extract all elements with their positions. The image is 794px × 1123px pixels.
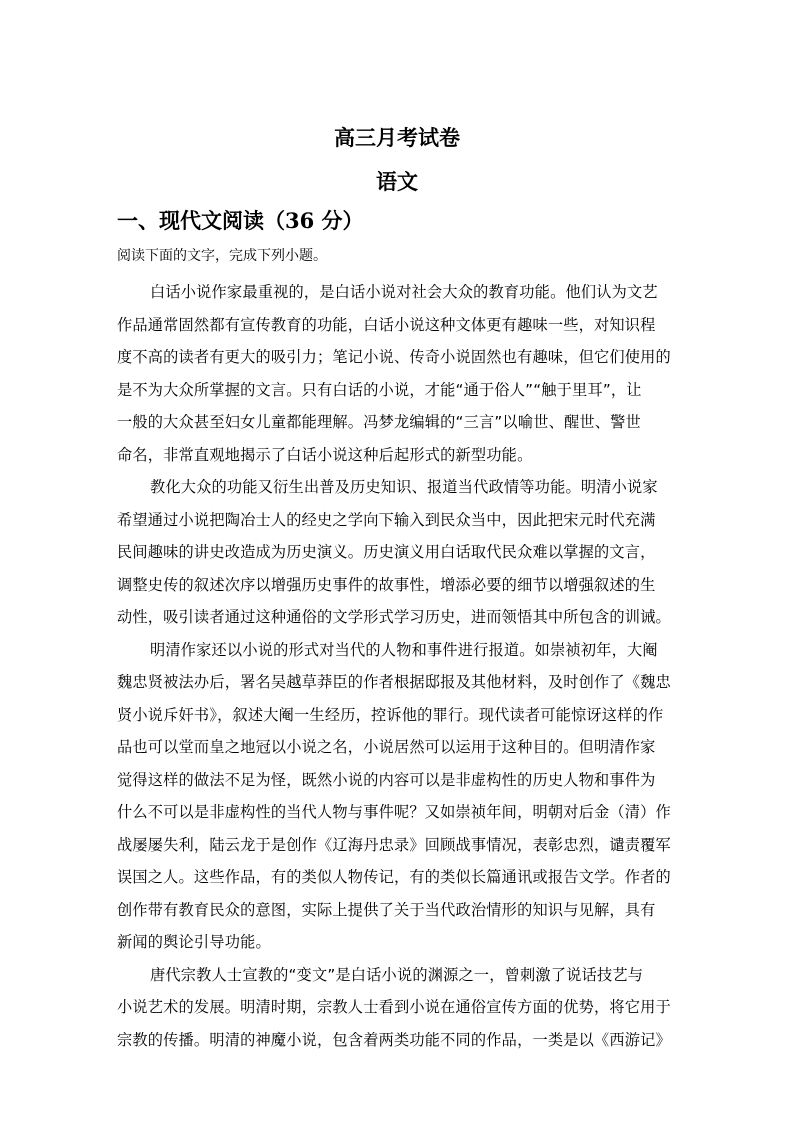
- passage-line: 作品通常固然都有宣传教育的功能，白话小说这种文体更有趣味一些，对知识程: [117, 315, 656, 334]
- reading-instruction: 阅读下面的文字，完成下列小题。: [117, 248, 327, 264]
- passage-line: 小说艺术的发展。明清时期，宗教人士看到小说在通俗宣传方面的优势，将它用于: [117, 998, 671, 1016]
- reading-passage: [117, 276, 682, 1056]
- passage-line: 创作带有教育民众的意图，实际上提供了关于当代政治情形的知识与见解，具有: [117, 900, 656, 919]
- passage-line: 教化大众的功能又衍生出普及历史知识、报道当代政情等功能。明清小说家: [150, 478, 658, 496]
- subject-title: 语文: [376, 169, 418, 194]
- passage-line: 误国之人。这些作品，有的类似人物传记，有的类似长篇通讯或报告文学。作者的: [117, 868, 671, 886]
- passage-line: 民间趣味的讲史改造成为历史演义。历史演义用白话取代民众难以掌握的文言，: [117, 543, 656, 561]
- section-heading: 一、现代文阅读（36 分）: [117, 208, 364, 233]
- passage-line: 希望通过小说把陶冶士人的经史之学向下输入到民众当中，因此把宋元时代充满: [117, 510, 656, 529]
- passage-line: 品也可以堂而皇之地冠以小说之名，小说居然可以运用于这种目的。但明清作家: [117, 738, 656, 756]
- passage-line: 贤小说斥奸书》，叙述大阉一生经历，控诉他的罪行。现代读者可能惊讶这样的作: [117, 705, 664, 724]
- passage-line: 度不高的读者有更大的吸引力；笔记小说、传奇小说固然也有趣味，但它们使用的: [117, 348, 671, 366]
- passage-line: 觉得这样的做法不足为怪，既然小说的内容可以是非虚构性的历史人物和事件为: [117, 770, 656, 789]
- passage-line: 白话小说作家最重视的，是白话小说对社会大众的教育功能。他们认为文艺: [150, 283, 658, 301]
- passage-line: 魏忠贤被法办后，署名吴越草莽臣的作者根据邸报及其他材料，及时创作了《魏忠: [117, 673, 671, 691]
- exam-title: 高三月考试卷: [334, 125, 460, 150]
- passage-line: 什么不可以是非虚构性的当代人物与事件呢？又如崇祯年间，明朝对后金（清）作: [117, 803, 671, 821]
- passage-line: 命名，非常直观地揭示了白话小说这种后起形式的新型功能。: [117, 445, 533, 464]
- passage-line: 调整史传的叙述次序以增强历史事件的故事性，增添必要的细节以增强叙述的生: [117, 575, 656, 594]
- passage-line: 一般的大众甚至妇女儿童都能理解。冯梦龙编辑的“三言”以喻世、醒世、警世: [117, 413, 641, 431]
- passage-line: 是不为大众所掌握的文言。只有白话的小说，才能“通于俗人”“触于里耳”，让: [117, 380, 642, 399]
- passage-line: 新闻的舆论引导功能。: [117, 933, 271, 951]
- passage-line: 战屡屡失利，陆云龙于是创作《辽海丹忠录》回顾战事情况，表彰忠烈，谴责覆军: [117, 835, 671, 854]
- passage-line: 唐代宗教人士宣教的“变文”是白话小说的渊源之一，曾刺激了说话技艺与: [150, 965, 644, 984]
- passage-line: 明清作家还以小说的形式对当代的人物和事件进行报道。如崇祯初年，大阉: [150, 640, 658, 659]
- passage-line: 动性，吸引读者通过这种通俗的文学形式学习历史，进而领悟其中所包含的训诫。: [117, 608, 671, 626]
- passage-line: 宗教的传播。明清的神魔小说，包含着两类功能不同的作品，一类是以《西游记》: [117, 1030, 671, 1049]
